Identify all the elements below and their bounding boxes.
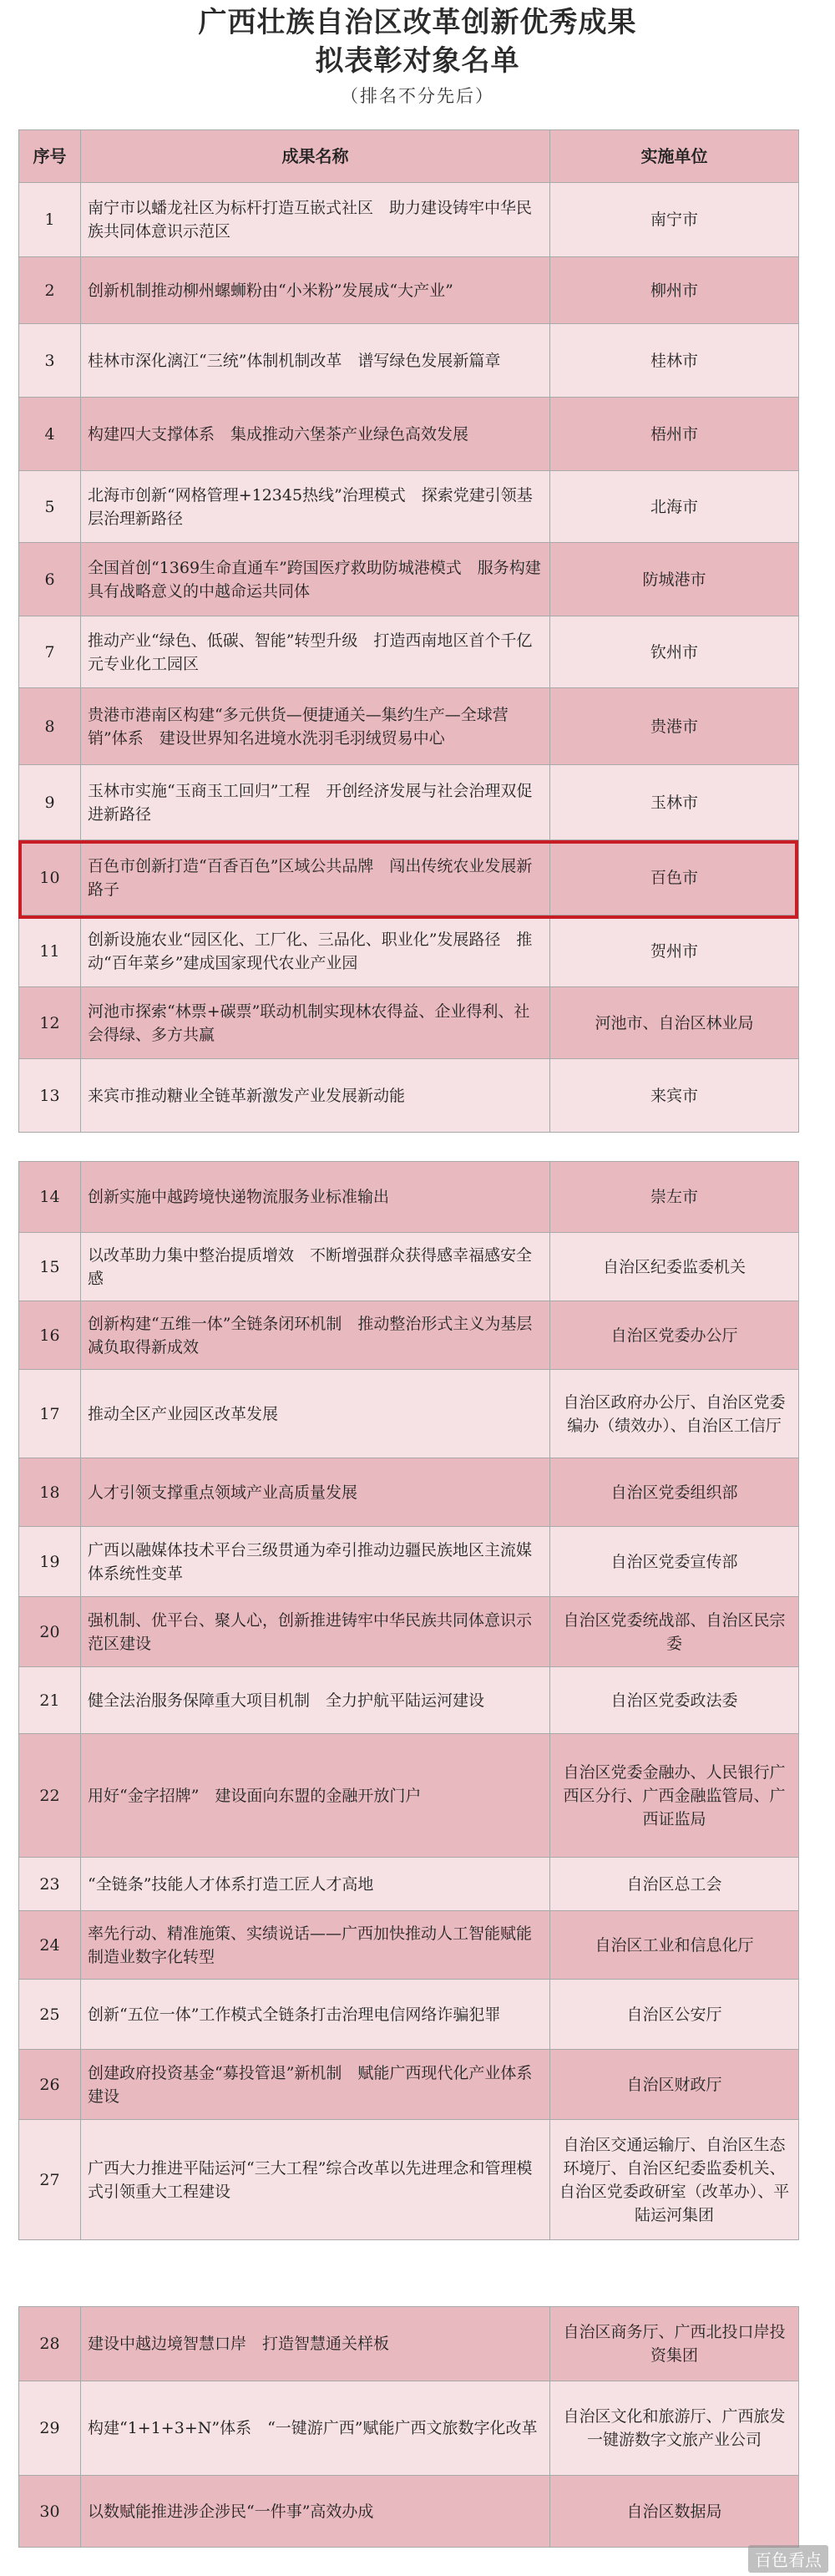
- row-no: 6: [19, 543, 81, 616]
- row-unit: 自治区数据局: [550, 2476, 799, 2548]
- row-name: 广西大力推进平陆运河“三大工程”综合改革以先进理念和管理模式引领重大工程建设: [81, 2120, 550, 2240]
- row-unit: 自治区党委政法委: [550, 1667, 799, 1734]
- row-name: 以改革助力集中整治提质增效 不断增强群众获得感幸福感安全感: [81, 1233, 550, 1301]
- row-unit: 自治区党委组织部: [550, 1458, 799, 1527]
- row-name: 推动全区产业园区改革发展: [81, 1370, 550, 1458]
- row-no: 25: [19, 1980, 81, 2050]
- title-line-2: 拟表彰对象名单: [315, 44, 520, 78]
- row-name: 百色市创新打造“百香百色”区域公共品牌 闯出传统农业发展新路子: [81, 840, 550, 915]
- table-row: [19, 257, 799, 324]
- row-name: 人才引领支撑重点领域产业高质量发展: [81, 1458, 550, 1527]
- row-unit: 崇左市: [550, 1162, 799, 1233]
- table-row: [19, 2050, 799, 2120]
- row-no: 20: [19, 1597, 81, 1667]
- header-no: 序号: [19, 130, 81, 183]
- table-row: [19, 2476, 799, 2548]
- table-row: [19, 1911, 799, 1980]
- table-row: [19, 840, 799, 915]
- table-row: [19, 1667, 799, 1734]
- row-no: 3: [19, 324, 81, 398]
- row-name: 建设中越边境智慧口岸 打造智慧通关样板: [81, 2307, 550, 2381]
- table-row: [19, 1597, 799, 1667]
- row-name: 健全法治服务保障重大项目机制 全力护航平陆运河建设: [81, 1667, 550, 1734]
- page-header: [0, 0, 835, 110]
- row-unit: 自治区商务厅、广西北投口岸投资集团: [550, 2307, 799, 2381]
- table-row: [19, 1162, 799, 1233]
- row-unit: 自治区党委办公厅: [550, 1301, 799, 1370]
- row-name: 创建政府投资基金“募投管退”新机制 赋能广西现代化产业体系建设: [81, 2050, 550, 2120]
- row-unit: 桂林市: [550, 324, 799, 398]
- row-no: 11: [19, 915, 81, 987]
- table-row: [19, 183, 799, 257]
- row-no: 18: [19, 1458, 81, 1527]
- table-row: [19, 1233, 799, 1301]
- row-no: 21: [19, 1667, 81, 1734]
- row-no: 27: [19, 2120, 81, 2240]
- row-unit: 南宁市: [550, 183, 799, 257]
- row-no: 17: [19, 1370, 81, 1458]
- row-no: 19: [19, 1527, 81, 1597]
- table-row: [19, 1370, 799, 1458]
- row-unit: 自治区公安厅: [550, 1980, 799, 2050]
- table-row: [19, 471, 799, 543]
- ranking-note: （排名不分先后）: [341, 86, 494, 106]
- table-row: [19, 543, 799, 616]
- table-header-row: [19, 130, 799, 183]
- row-unit: 自治区党委统战部、自治区民宗委: [550, 1597, 799, 1667]
- row-name: 构建四大支撑体系 集成推动六堡茶产业绿色高效发展: [81, 398, 550, 471]
- row-no: 22: [19, 1734, 81, 1858]
- table-row: [19, 616, 799, 688]
- awards-table-part-2: [18, 1161, 799, 2240]
- table-row: [19, 2381, 799, 2476]
- row-name: 贵港市港南区构建“多元供货—便捷通关—集约生产—全球营销”体系 建设世界知名进境水洗羽毛羽绒贸易中心: [81, 688, 550, 765]
- table-row: [19, 915, 799, 987]
- row-no: 26: [19, 2050, 81, 2120]
- row-no: 28: [19, 2307, 81, 2381]
- row-unit: 贺州市: [550, 915, 799, 987]
- row-name: 构建“1+1+3+N”体系 “一键游广西”赋能广西文旅数字化改革: [81, 2381, 550, 2476]
- row-name: 全国首创“1369生命直通车”跨国医疗救助防城港模式 服务构建具有战略意义的中越命运共同体: [81, 543, 550, 616]
- row-unit: 来宾市: [550, 1059, 799, 1133]
- row-unit: 柳州市: [550, 257, 799, 324]
- row-no: 12: [19, 987, 81, 1059]
- row-unit: 自治区党委宣传部: [550, 1527, 799, 1597]
- row-unit: 自治区工业和信息化厅: [550, 1911, 799, 1980]
- table-row: [19, 765, 799, 840]
- table-row: [19, 1734, 799, 1858]
- row-unit: 北海市: [550, 471, 799, 543]
- row-name: 桂林市深化漓江“三统”体制机制改革 谱写绿色发展新篇章: [81, 324, 550, 398]
- row-unit: 自治区文化和旅游厅、广西旅发一键游数字文旅产业公司: [550, 2381, 799, 2476]
- row-unit: 自治区财政厅: [550, 2050, 799, 2120]
- table-row: [19, 324, 799, 398]
- row-no: 16: [19, 1301, 81, 1370]
- row-unit: 自治区政府办公厅、自治区党委编办（绩效办）、自治区工信厅: [550, 1370, 799, 1458]
- row-name: 用好“金字招牌” 建设面向东盟的金融开放门户: [81, 1734, 550, 1858]
- row-unit: 自治区党委金融办、人民银行广西区分行、广西金融监管局、广西证监局: [550, 1734, 799, 1858]
- table-row: [19, 398, 799, 471]
- row-no: 13: [19, 1059, 81, 1133]
- row-name: 创新设施农业“园区化、工厂化、三品化、职业化”发展路径 推动“百年菜乡”建成国家现代农业产业园: [81, 915, 550, 987]
- row-no: 7: [19, 616, 81, 688]
- row-name: 以数赋能推进涉企涉民“一件事”高效办成: [81, 2476, 550, 2548]
- row-name: 创新“五位一体”工作模式全链条打击治理电信网络诈骗犯罪: [81, 1980, 550, 2050]
- row-unit: 百色市: [550, 840, 799, 915]
- row-name: 创新构建“五维一体”全链条闭环机制 推动整治形式主义为基层减负取得新成效: [81, 1301, 550, 1370]
- row-unit: 自治区交通运输厅、自治区生态环境厅、自治区纪委监委机关、自治区党委政研室（改革办）、平陆运河集团: [550, 2120, 799, 2240]
- row-no: 24: [19, 1911, 81, 1980]
- row-no: 29: [19, 2381, 81, 2476]
- header-name: 成果名称: [81, 130, 550, 183]
- row-name: 强机制、优平台、聚人心，创新推进铸牢中华民族共同体意识示范区建设: [81, 1597, 550, 1667]
- row-name: 来宾市推动糖业全链革新激发产业发展新动能: [81, 1059, 550, 1133]
- row-unit: 自治区总工会: [550, 1858, 799, 1911]
- row-name: 推动产业“绿色、低碳、智能”转型升级 打造西南地区首个千亿元专业化工园区: [81, 616, 550, 688]
- row-unit: 玉林市: [550, 765, 799, 840]
- row-unit: 防城港市: [550, 543, 799, 616]
- table-row: [19, 1980, 799, 2050]
- row-name: “全链条”技能人才体系打造工匠人才高地: [81, 1858, 550, 1911]
- row-no: 8: [19, 688, 81, 765]
- table-row: [19, 1301, 799, 1370]
- row-no: 5: [19, 471, 81, 543]
- row-unit: 梧州市: [550, 398, 799, 471]
- row-no: 4: [19, 398, 81, 471]
- title-line-1: 广西壮族自治区改革创新优秀成果: [198, 6, 637, 39]
- row-name: 率先行动、精准施策、实绩说话——广西加快推动人工智能赋能制造业数字化转型: [81, 1911, 550, 1980]
- row-name: 广西以融媒体技术平台三级贯通为牵引推动边疆民族地区主流媒体系统性变革: [81, 1527, 550, 1597]
- row-no: 15: [19, 1233, 81, 1301]
- watermark: 百色看点: [748, 2545, 828, 2573]
- table-row: [19, 1458, 799, 1527]
- row-name: 创新机制推动柳州螺蛳粉由“小米粉”发展成“大产业”: [81, 257, 550, 324]
- header-unit: 实施单位: [550, 130, 799, 183]
- row-name: 南宁市以蟠龙社区为标杆打造互嵌式社区 助力建设铸牢中华民族共同体意识示范区: [81, 183, 550, 257]
- table-row: [19, 987, 799, 1059]
- row-unit: 贵港市: [550, 688, 799, 765]
- table-row: [19, 1059, 799, 1133]
- row-no: 1: [19, 183, 81, 257]
- row-no: 30: [19, 2476, 81, 2548]
- row-unit: 自治区纪委监委机关: [550, 1233, 799, 1301]
- row-name: 玉林市实施“玉商玉工回归”工程 开创经济发展与社会治理双促进新路径: [81, 765, 550, 840]
- table-row: [19, 2307, 799, 2381]
- row-no: 10: [19, 840, 81, 915]
- awards-table-part-1: [18, 129, 799, 1133]
- row-no: 9: [19, 765, 81, 840]
- table-row: [19, 1527, 799, 1597]
- table-row: [19, 688, 799, 765]
- row-name: 北海市创新“网格管理+12345热线”治理模式 探索党建引领基层治理新路径: [81, 471, 550, 543]
- row-no: 14: [19, 1162, 81, 1233]
- row-no: 2: [19, 257, 81, 324]
- table-row: [19, 2120, 799, 2240]
- row-name: 创新实施中越跨境快递物流服务业标准输出: [81, 1162, 550, 1233]
- row-no: 23: [19, 1858, 81, 1911]
- row-name: 河池市探索“林票+碳票”联动机制实现林农得益、企业得利、社会得绿、多方共赢: [81, 987, 550, 1059]
- row-unit: 钦州市: [550, 616, 799, 688]
- row-unit: 河池市、自治区林业局: [550, 987, 799, 1059]
- awards-table-part-3: [18, 2306, 799, 2548]
- table-row: [19, 1858, 799, 1911]
